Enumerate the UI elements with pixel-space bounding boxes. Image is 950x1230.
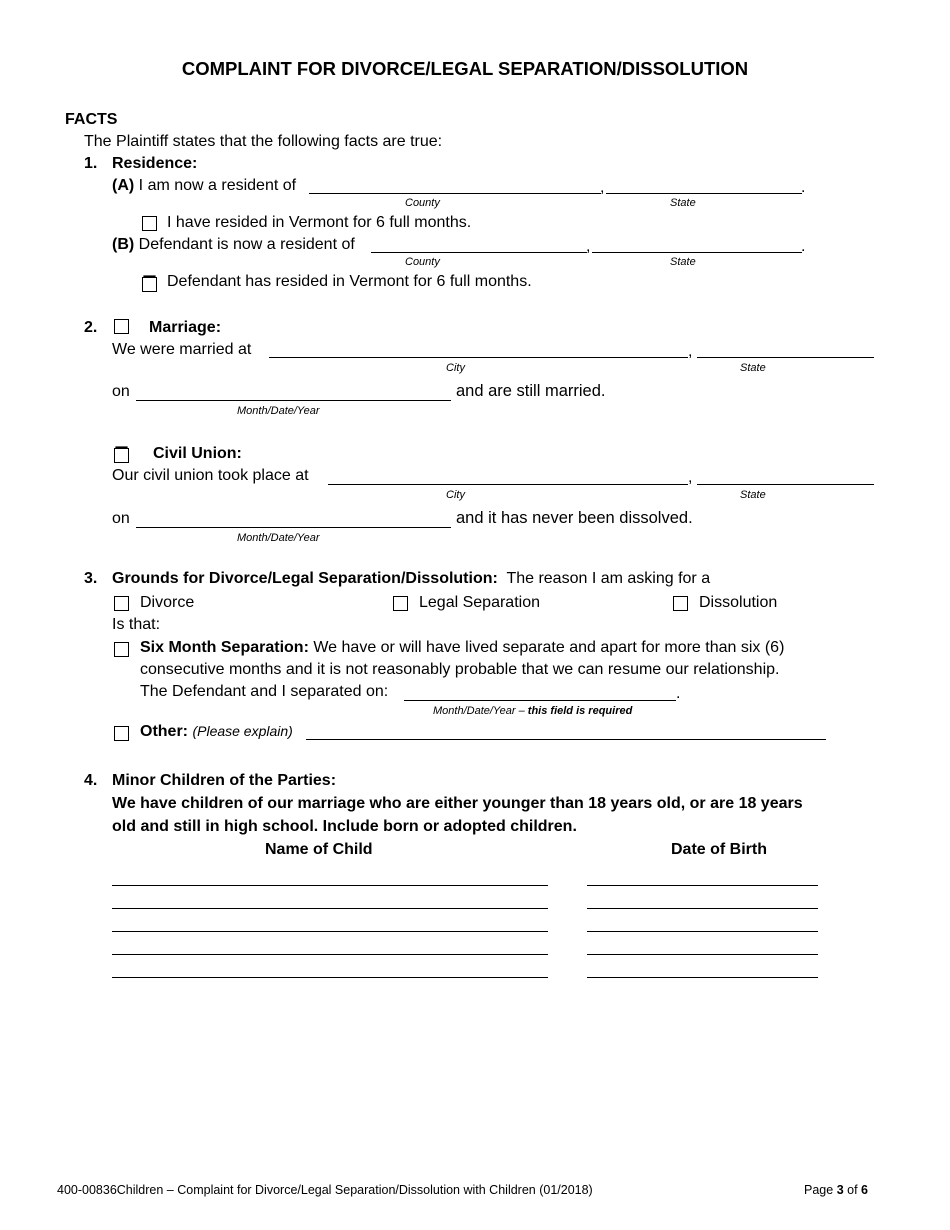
residence-b-line	[112, 236, 355, 254]
period: .	[801, 179, 806, 196]
date-caption: Month/Date/Year	[237, 405, 320, 417]
child-name-field[interactable]	[112, 954, 548, 955]
marriage-date-field[interactable]	[136, 400, 451, 401]
divorce-label: Divorce	[140, 594, 195, 611]
separation-date-caption	[433, 705, 632, 717]
other-grounds-heading: Other:	[140, 723, 188, 740]
divorce-checkbox[interactable]	[114, 596, 129, 611]
dissolution-label: Dissolution	[699, 594, 778, 611]
child-name-field[interactable]	[112, 885, 548, 886]
civil-city-field[interactable]	[328, 484, 688, 485]
page-current: 3	[836, 1183, 844, 1197]
child-name-field[interactable]	[112, 908, 548, 909]
six-month-checkbox[interactable]	[114, 642, 129, 657]
separation-date-field[interactable]	[404, 700, 676, 701]
six-month-text-3: The Defendant and I separated on:	[140, 683, 389, 700]
defendant-county-field[interactable]	[371, 252, 587, 253]
legal-separation-checkbox[interactable]	[393, 596, 408, 611]
child-name-field[interactable]	[112, 931, 548, 932]
six-month-line-1	[140, 639, 784, 657]
state-caption: State	[740, 489, 766, 501]
county-caption: County	[405, 256, 440, 268]
comma: ,	[586, 238, 591, 255]
facts-heading: FACTS	[65, 111, 118, 128]
city-caption: City	[446, 362, 465, 374]
children-text-2: old and still in high school. Include born or adopted children.	[112, 818, 577, 835]
comma: ,	[600, 179, 605, 196]
never-dissolved-text: and it has never been dissolved.	[456, 509, 693, 527]
marriage-heading: Marriage:	[149, 319, 222, 336]
state-caption: State	[740, 362, 766, 374]
period: .	[801, 238, 806, 255]
defendant-state-field[interactable]	[592, 252, 802, 253]
form-title: COMPLAINT FOR DIVORCE/LEGAL SEPARATION/DISSOLUTION	[181, 58, 749, 79]
separation-caption-text: Month/Date/Year –	[433, 705, 525, 717]
city-caption: City	[446, 489, 465, 501]
child-dob-field[interactable]	[587, 954, 818, 955]
state-caption: State	[670, 256, 696, 268]
plaintiff-state-field[interactable]	[606, 193, 802, 194]
page-of: of	[847, 1183, 858, 1197]
other-grounds-field[interactable]	[306, 739, 826, 740]
legal-separation-label: Legal Separation	[419, 594, 540, 611]
section-4-number: 4.	[84, 772, 98, 789]
residence-a-text: I am now a resident of	[138, 177, 297, 194]
marriage-checkbox[interactable]	[114, 319, 129, 334]
grounds-heading-tail: The reason I am asking for a	[506, 570, 711, 587]
marriage-on-label: on	[112, 383, 130, 400]
facts-intro: The Plaintiff states that the following facts are true:	[84, 133, 443, 150]
grounds-line	[112, 570, 710, 588]
grounds-heading: Grounds for Divorce/Legal Separation/Dissolution:	[112, 570, 498, 587]
state-caption: State	[670, 197, 696, 209]
other-grounds-line	[140, 723, 293, 741]
marriage-city-field[interactable]	[269, 357, 688, 358]
married-at-label: We were married at	[112, 341, 252, 358]
six-month-text-1: We have or will have lived separate and apart for more than six (6)	[313, 639, 785, 656]
civil-on-label: on	[112, 510, 130, 527]
is-that-label: Is that:	[112, 616, 161, 633]
comma: ,	[688, 343, 693, 360]
child-dob-field[interactable]	[587, 977, 818, 978]
col-date-of-birth: Date of Birth	[671, 841, 767, 858]
section-1-number: 1.	[84, 155, 98, 172]
six-month-text-2: consecutive months and it is not reasonably probable that we can resume our relationship.	[140, 661, 780, 678]
marriage-state-field[interactable]	[697, 357, 874, 358]
section-3-number: 3.	[84, 570, 98, 587]
six-month-heading: Six Month Separation:	[140, 639, 309, 656]
comma: ,	[688, 469, 693, 486]
child-name-field[interactable]	[112, 977, 548, 978]
children-text-1: We have children of our marriage who are either younger than 18 years old, or are 18 years	[112, 795, 803, 812]
defendant-vermont-checkbox[interactable]	[142, 277, 157, 292]
plaintiff-county-field[interactable]	[309, 193, 601, 194]
residence-a-line	[112, 177, 296, 195]
civil-union-checkbox[interactable]	[114, 448, 129, 463]
date-caption: Month/Date/Year	[237, 532, 320, 544]
child-dob-field[interactable]	[587, 908, 818, 909]
period: .	[676, 685, 681, 702]
col-name-of-child: Name of Child	[265, 841, 373, 858]
civil-union-heading: Civil Union:	[153, 445, 242, 462]
footer-form-id: 400-00836Children – Complaint for Divorce/Legal Separation/Dissolution with Children (01/2018)	[57, 1183, 593, 1197]
still-married-text: and are still married.	[456, 382, 606, 400]
residence-a-label: (A)	[112, 177, 135, 194]
section-2-number: 2.	[84, 319, 98, 336]
civil-date-field[interactable]	[136, 527, 451, 528]
separation-required-note: this field is required	[527, 705, 633, 717]
other-grounds-checkbox[interactable]	[114, 726, 129, 741]
child-dob-field[interactable]	[587, 931, 818, 932]
page-total: 6	[861, 1183, 868, 1197]
residence-heading: Residence:	[112, 155, 198, 172]
footer-page-number	[804, 1183, 868, 1197]
other-grounds-note: (Please explain)	[192, 723, 293, 739]
child-dob-field[interactable]	[587, 885, 818, 886]
civil-at-label: Our civil union took place at	[112, 467, 309, 484]
civil-state-field[interactable]	[697, 484, 874, 485]
page-prefix: Page	[804, 1183, 834, 1197]
dissolution-checkbox[interactable]	[673, 596, 688, 611]
residence-b-text: Defendant is now a resident of	[138, 236, 355, 253]
defendant-vermont-label: Defendant has resided in Vermont for 6 full months.	[167, 273, 532, 290]
plaintiff-vermont-checkbox[interactable]	[142, 216, 157, 231]
plaintiff-vermont-label: I have resided in Vermont for 6 full months.	[167, 214, 472, 231]
residence-b-label: (B)	[112, 236, 135, 253]
county-caption: County	[405, 197, 440, 209]
children-heading: Minor Children of the Parties:	[112, 772, 337, 789]
